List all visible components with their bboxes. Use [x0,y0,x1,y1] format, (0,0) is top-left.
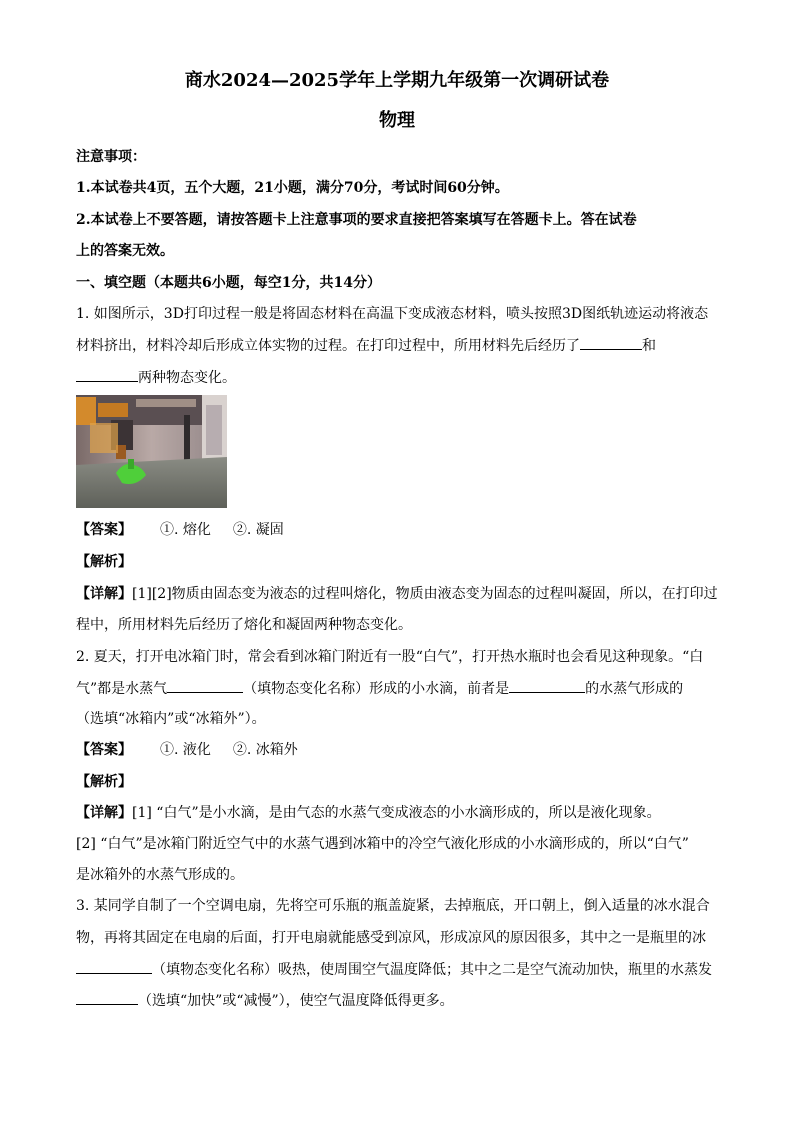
q3-line-4-text: （选填“加快”或“减慢”），使空气温度降低得更多。 [138,993,454,1009]
q1-line-2-text: 材料挤出，材料冷却后形成立体实物的过程。在打印过程中，所用材料先后经历了 [76,338,580,354]
q1-blank-2 [76,367,138,382]
q1-line-3 [76,367,718,388]
3d-printer-photo [76,395,227,508]
detail-label: 【详解】 [76,805,132,821]
q2-line-1: 2. 夏天，打开电冰箱门时，常会看到冰箱门附近有一股“白气”，打开热水瓶时也会看见这种现象。“白 [76,649,704,665]
q3-line-1: 3. 某同学自制了一个空调电扇，先将空可乐瓶的瓶盖旋紧，去掉瓶底，开口朝上，倒入适量的冰水混合 [76,898,710,914]
q2-answer-1: ①. 液化 [160,742,211,758]
q1-and-text: 和 [642,338,656,354]
q2-detail-text-1: [1] “白气”是小水滴，是由气态的水蒸气变成液态的小水滴形成的，所以是液化现象。 [132,805,661,821]
answer-label: 【答案】 [76,522,132,538]
q2-line-2-text-a: 气”都是水蒸气 [76,681,168,697]
q3-line-2: 物，再将其固定在电扇的后面，打开电扇就能感受到凉风，形成凉风的原因很多，其中之一是瓶里的冰 [76,930,706,946]
q2-blank-1 [167,678,243,693]
q2-line-3: （选填“冰箱内”或“冰箱外”）。 [76,711,266,727]
q1-answer-1: ①. 熔化 [160,522,211,538]
q1-line-2 [76,335,718,356]
q3-line-3 [76,959,718,980]
q2-blank-2 [509,678,585,693]
q1-answer-line [76,520,718,540]
notes-item-2-line-1: 2.本试卷上不要答题，请按答题卡上注意事项的要求直接把答案填写在答题卡上。答在试卷 [76,212,637,228]
q2-detail-line-2: [2] “白气”是冰箱门附近空气中的水蒸气遇到冰箱中的冷空气液化形成的小水滴形成的，所以“白气” [76,836,689,852]
notes-item-2-line-2: 上的答案无效。 [76,243,174,259]
q1-detail-text-1: [1][2]物质由固态变为液态的过程叫熔化，物质由液态变为固态的过程叫凝固，所以，在打印过 [132,586,718,602]
q2-line-2 [76,678,718,699]
q2-analysis-label: 【解析】 [76,774,132,790]
q1-detail-line-1 [76,584,718,604]
q1-line-1: 1. 如图所示，3D打印过程一般是将固态材料在高温下变成液态材料，喷头按照3D图纸轨迹运动将液态 [76,306,709,322]
q2-answer-2: ②. 冰箱外 [232,742,298,758]
q3-line-4 [76,990,718,1011]
section-1-heading: 一、填空题（本题共6小题，每空1分，共14分） [76,275,381,291]
q2-answer-line [76,740,718,760]
q1-blank-1 [580,335,642,350]
answer-label: 【答案】 [76,742,132,758]
q1-detail-line-2: 程中，所用材料先后经历了熔化和凝固两种物态变化。 [76,617,412,633]
detail-label: 【详解】 [76,586,132,602]
q2-detail-line-1 [76,803,718,823]
q3-blank-1 [76,959,152,974]
exam-title: 商水2024—2025学年上学期九年级第一次调研试卷 [184,70,610,91]
3d-printer-photo-icon [76,395,227,508]
q2-detail-line-3: 是冰箱外的水蒸气形成的。 [76,867,244,883]
notes-item-1: 1.本试卷共4页，五个大题，21小题，满分70分，考试时间60分钟。 [76,180,509,196]
notes-heading: 注意事项： [76,149,146,165]
q2-line-2-text-b: （填物态变化名称）形成的小水滴，前者是 [243,681,510,697]
q2-line-2-text-c: 的水蒸气形成的 [585,681,684,697]
subject-title: 物理 [379,110,415,131]
q3-line-3-text: （填物态变化名称）吸热，使周围空气温度降低；其中之二是空气流动加快，瓶里的水蒸发 [152,962,712,978]
q1-answer-2: ②. 凝固 [232,522,284,538]
q1-line-3-text: 两种物态变化。 [138,370,236,386]
q3-blank-2 [76,990,138,1005]
q1-analysis-label: 【解析】 [76,554,132,570]
